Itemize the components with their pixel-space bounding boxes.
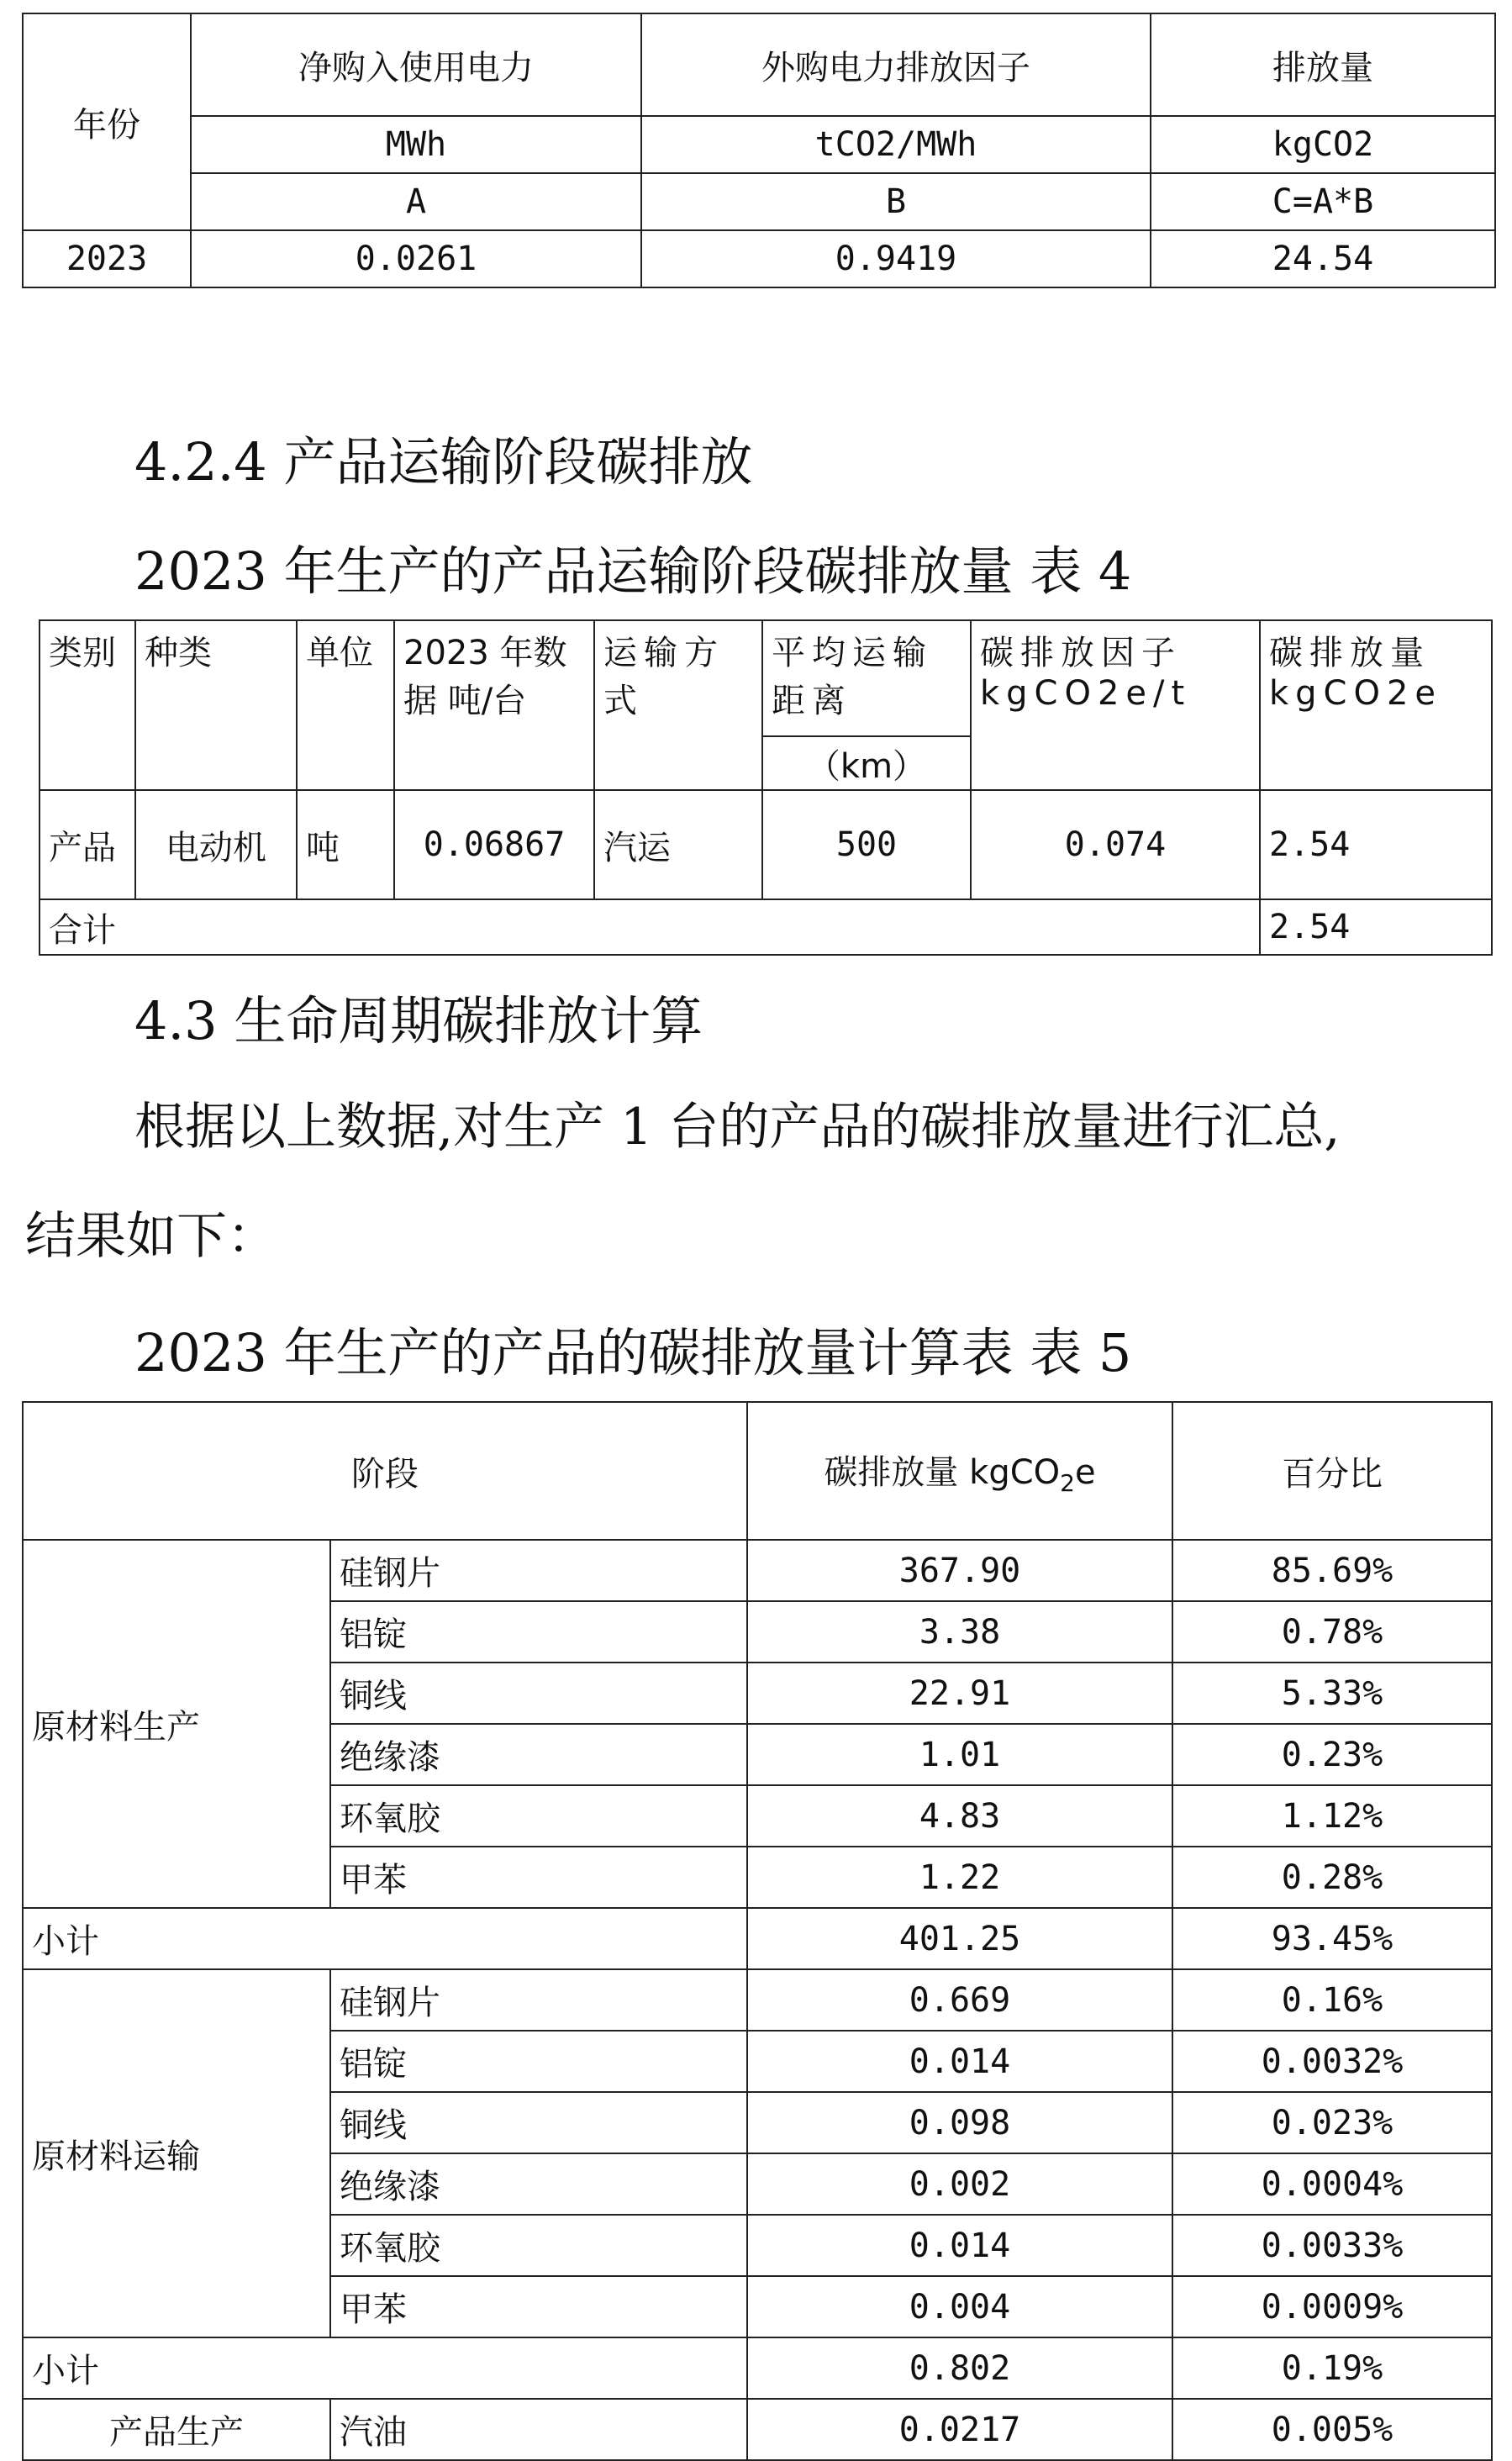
factor-cell: 0.074 [971, 790, 1260, 899]
header-purchased-power: 净购入使用电力 [191, 13, 641, 116]
type-cell: 电动机 [135, 790, 297, 899]
table5-caption: 2023 年生产的产品的碳排放量计算表 表 5 [134, 1322, 1132, 1383]
pct-cell: 5.33% [1172, 1663, 1492, 1724]
header-avg-distance: 平均运输距离 [762, 620, 971, 736]
symbol-cell: A [191, 173, 641, 230]
value-cell: 22.91 [747, 1663, 1172, 1724]
item-cell: 铜线 [330, 1663, 747, 1724]
data-cell: 0.06867 [394, 790, 594, 899]
item-cell: 环氧胶 [330, 2215, 747, 2276]
unit-cell: 吨 [297, 790, 394, 899]
header-data-2023: 2023 年数据 吨/台 [394, 620, 594, 790]
item-cell: 铜线 [330, 2092, 747, 2153]
mode-cell: 汽运 [594, 790, 762, 899]
year-cell: 2023 [23, 230, 191, 287]
header-type: 种类 [135, 620, 297, 790]
value-cell: 24.54 [1151, 230, 1495, 287]
header-category: 类别 [40, 620, 135, 790]
pct-cell: 0.78% [1172, 1601, 1492, 1663]
header-emissions: 排放量 [1151, 13, 1495, 116]
pct-cell: 0.28% [1172, 1847, 1492, 1908]
value-cell: 4.83 [747, 1785, 1172, 1847]
pct-cell: 0.005% [1172, 2399, 1492, 2460]
pct-cell: 85.69% [1172, 1540, 1492, 1601]
total-label: 合计 [40, 899, 1260, 955]
group-label-product-production: 产品生产 [23, 2399, 330, 2460]
header-transport-mode: 运输方式 [594, 620, 762, 790]
subtotal-label: 小计 [23, 1908, 747, 1969]
pct-cell: 0.23% [1172, 1724, 1492, 1785]
subtotal-pct: 0.19% [1172, 2337, 1492, 2399]
value-cell: 1.01 [747, 1724, 1172, 1785]
item-cell: 硅钢片 [330, 1969, 747, 2031]
pct-cell: 1.12% [1172, 1785, 1492, 1847]
distance-cell: 500 [762, 790, 971, 899]
value-cell: 1.22 [747, 1847, 1172, 1908]
symbol-cell: B [641, 173, 1151, 230]
pct-cell: 0.0004% [1172, 2153, 1492, 2215]
header-emissions: 碳排放量 kgCO2e [1260, 620, 1492, 790]
item-cell: 绝缘漆 [330, 2153, 747, 2215]
value-cell: 0.669 [747, 1969, 1172, 2031]
value-cell: 0.004 [747, 2276, 1172, 2337]
summary-paragraph-line1: 根据以上数据,对生产 1 台的产品的碳排放量进行汇总, [134, 1098, 1341, 1157]
pct-cell: 0.0033% [1172, 2215, 1492, 2276]
header-emission-factor: 碳排放因子 kgCO2e/t [971, 620, 1260, 790]
group-label-raw-material-transport: 原材料运输 [23, 1969, 330, 2337]
unit-cell: kgCO2 [1151, 116, 1495, 173]
lifecycle-emission-table [22, 1401, 1493, 2461]
pct-cell: 0.0032% [1172, 2031, 1492, 2092]
value-cell: 367.90 [747, 1540, 1172, 1601]
section-heading-4-2-4: 4.2.4 产品运输阶段碳排放 [134, 431, 753, 493]
item-cell: 汽油 [330, 2399, 747, 2460]
subtotal-value: 0.802 [747, 2337, 1172, 2399]
value-cell: 3.38 [747, 1601, 1172, 1663]
group-label-raw-material-production: 原材料生产 [23, 1540, 330, 1908]
item-cell: 环氧胶 [330, 1785, 747, 1847]
emissions-cell: 2.54 [1260, 790, 1492, 899]
value-cell: 0.0217 [747, 2399, 1172, 2460]
unit-cell: MWh [191, 116, 641, 173]
summary-paragraph-line2: 结果如下： [25, 1207, 277, 1266]
header-emissions: 碳排放量 kgCO$_2$e [747, 1402, 1172, 1540]
header-distance-unit: （km） [762, 736, 971, 790]
pct-cell: 0.023% [1172, 2092, 1492, 2153]
subtotal-value: 401.25 [747, 1908, 1172, 1969]
item-cell: 绝缘漆 [330, 1724, 747, 1785]
table4-caption: 2023 年生产的产品运输阶段碳排放量 表 4 [134, 540, 1132, 602]
product-transport-table [39, 619, 1493, 956]
value-cell: 0.002 [747, 2153, 1172, 2215]
pct-cell: 0.0009% [1172, 2276, 1492, 2337]
total-value: 2.54 [1260, 899, 1492, 955]
section-heading-4-3: 4.3 生命周期碳排放计算 [134, 990, 703, 1051]
header-percentage: 百分比 [1172, 1402, 1492, 1540]
value-cell: 0.098 [747, 2092, 1172, 2153]
header-power-factor: 外购电力排放因子 [641, 13, 1151, 116]
header-stage: 阶段 [23, 1402, 747, 1540]
item-cell: 甲苯 [330, 2276, 747, 2337]
value-cell: 0.0261 [191, 230, 641, 287]
value-cell: 0.014 [747, 2215, 1172, 2276]
category-cell: 产品 [40, 790, 135, 899]
electricity-emission-table [22, 13, 1496, 288]
value-cell: 0.9419 [641, 230, 1151, 287]
item-cell: 铝锭 [330, 1601, 747, 1663]
value-cell: 0.014 [747, 2031, 1172, 2092]
subtotal-label: 小计 [23, 2337, 747, 2399]
header-unit: 单位 [297, 620, 394, 790]
item-cell: 甲苯 [330, 1847, 747, 1908]
header-year: 年份 [23, 13, 191, 230]
symbol-cell: C=A*B [1151, 173, 1495, 230]
unit-cell: tCO2/MWh [641, 116, 1151, 173]
pct-cell: 0.16% [1172, 1969, 1492, 2031]
item-cell: 铝锭 [330, 2031, 747, 2092]
subtotal-pct: 93.45% [1172, 1908, 1492, 1969]
item-cell: 硅钢片 [330, 1540, 747, 1601]
